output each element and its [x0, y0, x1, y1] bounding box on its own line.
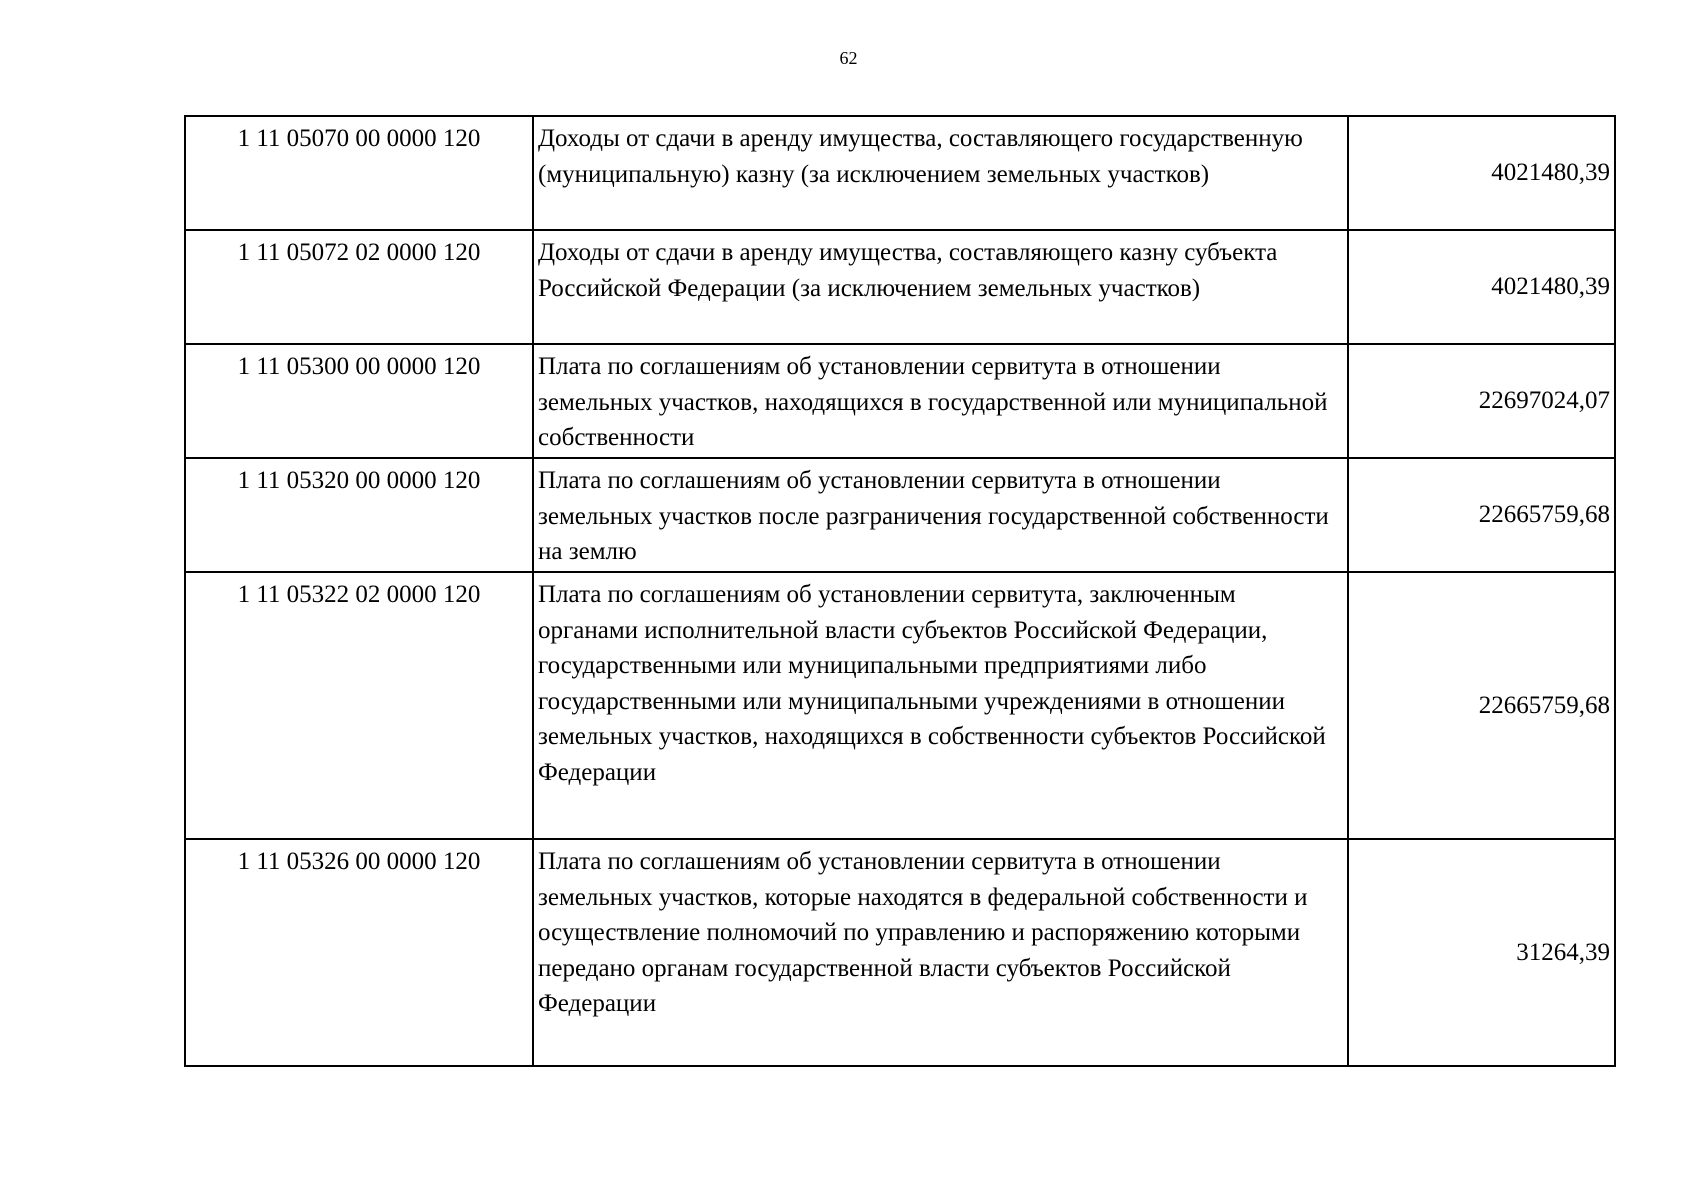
row-amount: 4021480,39	[1348, 230, 1615, 344]
table-row	[185, 116, 1615, 230]
row-description: Доходы от сдачи в аренду имущества, составляющего государственную (муниципальную) казну (за исключением земельных участков)	[533, 116, 1348, 230]
row-code: 1 11 05322 02 0000 120	[185, 572, 533, 839]
row-amount: 22665759,68	[1348, 458, 1615, 572]
row-amount: 4021480,39	[1348, 116, 1615, 230]
revenue-table	[184, 115, 1616, 1067]
table-row	[185, 344, 1615, 458]
table-row	[185, 572, 1615, 839]
row-amount: 22665759,68	[1348, 572, 1615, 839]
table-row	[185, 839, 1615, 1066]
row-description: Плата по соглашениям об установлении сервитута в отношении земельных участков, находящихся в государственной или муниципальной собственности	[533, 344, 1348, 458]
row-code: 1 11 05300 00 0000 120	[185, 344, 533, 458]
row-description: Плата по соглашениям об установлении сервитута в отношении земельных участков, которые находятся в федеральной собственности и осуществление полномочий по управлению и распоряжению которыми передано органам государственной власти субъектов Российской Федерации	[533, 839, 1348, 1066]
row-code: 1 11 05326 00 0000 120	[185, 839, 533, 1066]
page-number: 62	[839, 48, 858, 68]
row-amount: 22697024,07	[1348, 344, 1615, 458]
row-description: Доходы от сдачи в аренду имущества, составляющего казну субъекта Российской Федерации (за исключением земельных участков)	[533, 230, 1348, 344]
row-description: Плата по соглашениям об установлении сервитута, заключенным органами исполнительной власти субъектов Российской Федерации, государственными или муниципальными предприятиями либо государственными или муниципальными учреждениями в отношении земельных участков, находящихся в собственности субъектов Российской Федерации	[533, 572, 1348, 839]
row-code: 1 11 05320 00 0000 120	[185, 458, 533, 572]
row-code: 1 11 05070 00 0000 120	[185, 116, 533, 230]
table-row	[185, 230, 1615, 344]
table-row	[185, 458, 1615, 572]
row-description: Плата по соглашениям об установлении сервитута в отношении земельных участков после разграничения государственной собственности на землю	[533, 458, 1348, 572]
row-code: 1 11 05072 02 0000 120	[185, 230, 533, 344]
row-amount: 31264,39	[1348, 839, 1615, 1066]
